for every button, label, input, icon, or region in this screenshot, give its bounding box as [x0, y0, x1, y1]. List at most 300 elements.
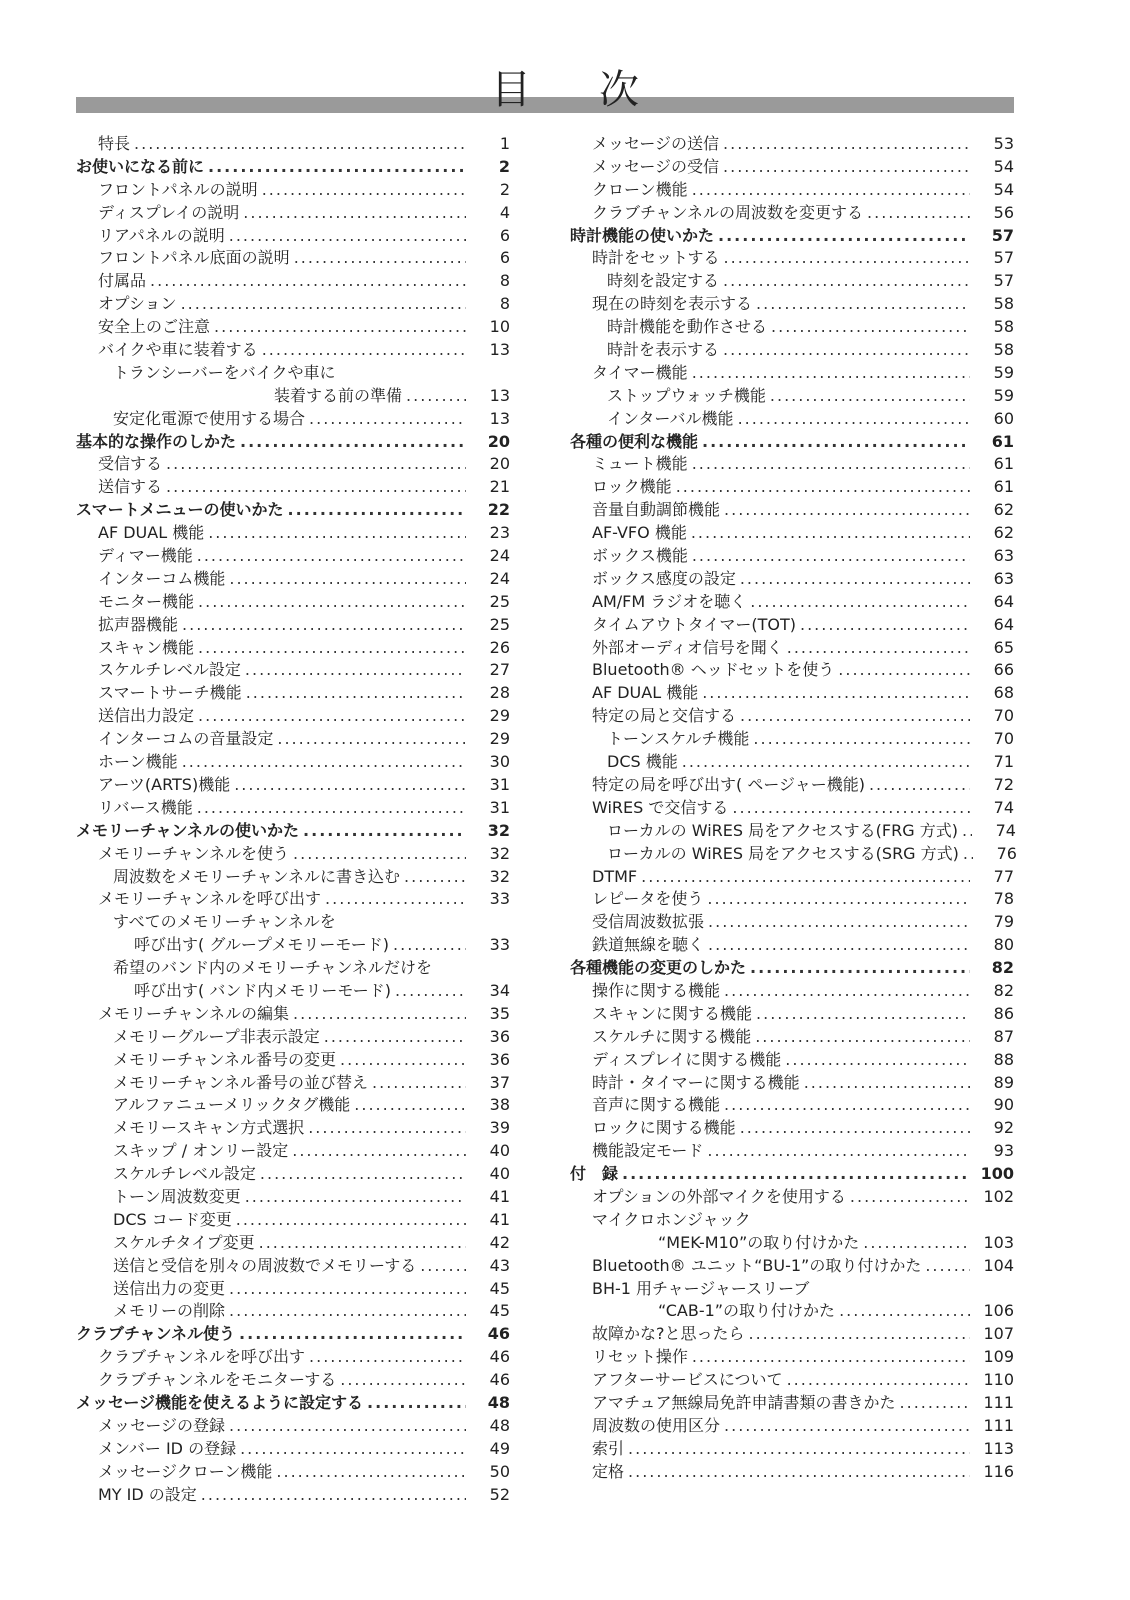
toc-leader-dots	[628, 1461, 970, 1484]
toc-entry	[76, 1186, 510, 1209]
toc-leader-dots	[723, 270, 970, 293]
toc-page-number: 61	[993, 454, 1014, 474]
toc-entry-label: AF DUAL 機能	[592, 683, 699, 703]
toc-leader-dots	[753, 728, 970, 751]
toc-entry	[570, 1026, 1014, 1049]
toc-page-number: 80	[993, 935, 1014, 955]
toc-entry	[570, 820, 1014, 843]
toc-leader-dots	[245, 1186, 466, 1209]
toc-entry-label: スケルチレベル設定	[113, 1164, 256, 1184]
toc-entry-label: バイクや車に装着する	[98, 340, 258, 360]
toc-entry-label: スキャン機能	[98, 637, 195, 657]
toc-leader-dots	[756, 293, 970, 316]
toc-entry-label: インターコム機能	[98, 568, 226, 588]
toc-entry-label: BH-1 用チャージャースリーブ	[592, 1278, 810, 1298]
toc-entry-label: オプションの外部マイクを使用する	[592, 1186, 846, 1206]
toc-page-number: 40	[489, 1141, 510, 1161]
toc-entry-label: 音声に関する機能	[592, 1095, 721, 1115]
toc-entry	[76, 270, 510, 293]
toc-entry	[76, 1255, 510, 1278]
toc-leader-dots	[702, 431, 970, 454]
toc-page-number: 41	[489, 1186, 510, 1206]
toc-entry	[76, 774, 510, 797]
toc-entry-label: ボックス感度の設定	[592, 568, 736, 588]
toc-entry-label: 鉄道無線を聴く	[592, 935, 705, 955]
toc-entry-label: 時計機能を動作させる	[607, 317, 768, 337]
toc-entry	[76, 133, 510, 156]
toc-leader-dots	[850, 1186, 970, 1209]
toc-entry	[570, 751, 1014, 774]
toc-entry	[76, 179, 510, 202]
toc-leader-dots	[182, 751, 466, 774]
toc-entry	[570, 1049, 1014, 1072]
toc-page-number: 54	[993, 156, 1014, 176]
toc-entry-label: クラブチャンネルを呼び出す	[98, 1347, 306, 1367]
toc-entry-label: ディスプレイの説明	[98, 202, 240, 222]
toc-entry-label: 送信出力の変更	[113, 1278, 226, 1298]
toc-page-number: 40	[489, 1164, 510, 1184]
toc-entry-label: インターコムの音量設定	[98, 729, 274, 749]
toc-leader-dots	[309, 408, 466, 431]
toc-page-number: 6	[499, 225, 510, 245]
toc-leader-dots	[863, 1232, 970, 1255]
toc-page-number: 109	[983, 1347, 1014, 1367]
toc-section-heading	[76, 156, 510, 179]
toc-entry	[570, 1369, 1014, 1392]
toc-entry	[76, 476, 510, 499]
toc-page-number: 2	[499, 179, 510, 199]
toc-entry	[76, 637, 510, 660]
toc-page-number: 37	[489, 1072, 510, 1092]
toc-leader-dots	[869, 774, 970, 797]
toc-leader-dots	[749, 1323, 971, 1346]
toc-leader-dots	[229, 1300, 466, 1323]
toc-entry	[570, 774, 1014, 797]
toc-leader-dots	[293, 1003, 466, 1026]
toc-page-number: 56	[993, 202, 1014, 222]
toc-page-number: 57	[993, 271, 1014, 291]
toc-entry-label: すべてのメモリーチャンネルを	[113, 912, 336, 932]
toc-entry-label: 送信する	[98, 477, 163, 497]
toc-entry	[76, 980, 510, 1003]
toc-entry-label: スキップ / オンリー設定	[113, 1141, 289, 1161]
toc-page-number: 57	[991, 225, 1014, 245]
toc-entry	[76, 1278, 510, 1301]
toc-entry-label: トーン周波数変更	[113, 1186, 241, 1206]
toc-leader-dots	[354, 1094, 466, 1117]
toc-entry-label: ホーン機能	[98, 752, 178, 772]
toc-entry	[76, 934, 510, 957]
toc-entry	[570, 1255, 1014, 1278]
toc-entry-label: 受信する	[98, 454, 163, 474]
toc-leader-dots	[628, 1438, 970, 1461]
toc-leader-dots	[243, 202, 466, 225]
toc-entry	[76, 728, 510, 751]
toc-page-number: 28	[489, 683, 510, 703]
toc-entry	[76, 293, 510, 316]
toc-page-number: 92	[993, 1118, 1014, 1138]
toc-leader-dots	[288, 499, 466, 522]
toc-leader-dots	[750, 591, 970, 614]
toc-page-number: 13	[489, 340, 510, 360]
toc-page-number: 32	[489, 843, 510, 863]
toc-entry-label: メモリースキャン方式選択	[113, 1118, 305, 1138]
toc-page-number: 68	[993, 683, 1014, 703]
toc-entry	[76, 225, 510, 248]
toc-entry	[76, 545, 510, 568]
toc-page-number: 42	[489, 1232, 510, 1252]
toc-entry-label: メモリーチャンネルを呼び出す	[98, 889, 322, 909]
toc-page-number: 88	[993, 1049, 1014, 1069]
toc-entry-label: 外部オーディオ信号を聞く	[592, 637, 783, 657]
toc-page-number: 54	[993, 179, 1014, 199]
toc-page-number: 63	[993, 546, 1014, 566]
toc-entry-label: 周波数をメモリーチャンネルに書き込む	[113, 866, 401, 886]
toc-leader-dots	[770, 385, 970, 408]
toc-entry	[76, 1003, 510, 1026]
toc-leader-dots	[740, 705, 970, 728]
toc-page-number: 24	[489, 568, 510, 588]
toc-entry-label: スケルチに関する機能	[592, 1026, 752, 1046]
toc-entry	[570, 1346, 1014, 1369]
toc-entry	[76, 385, 510, 408]
toc-entry-label: 特定の局を呼び出す( ページャー機能)	[592, 774, 865, 794]
toc-page-number: 45	[489, 1301, 510, 1321]
toc-entry-label: タイムアウトタイマー(TOT)	[592, 614, 796, 634]
toc-leader-dots	[756, 1003, 970, 1026]
toc-entry	[570, 156, 1014, 179]
toc-page-number: 45	[489, 1278, 510, 1298]
toc-entry	[76, 888, 510, 911]
toc-page-number: 8	[499, 294, 510, 314]
toc-entry-label: リアパネルの説明	[98, 225, 225, 245]
toc-page-number: 59	[993, 362, 1014, 382]
toc-leader-dots	[309, 1346, 466, 1369]
toc-page-number: 46	[489, 1370, 510, 1390]
toc-page-number: 29	[489, 729, 510, 749]
toc-entry-label: DCS 機能	[607, 752, 678, 772]
toc-entry-label: ロックに関する機能	[592, 1118, 736, 1138]
toc-entry-label: ロック機能	[592, 477, 672, 497]
page-title: 目 次	[491, 67, 653, 113]
toc-page-number: 61	[993, 477, 1014, 497]
toc-leader-dots	[962, 820, 972, 843]
toc-page-number: 111	[983, 1415, 1014, 1435]
toc-page-number: 89	[993, 1072, 1014, 1092]
toc-entry-label: タイマー機能	[592, 362, 688, 382]
toc-entry-label: メモリーチャンネル番号の変更	[113, 1049, 337, 1069]
toc-section-heading	[570, 957, 1014, 980]
toc-page-number: 82	[991, 958, 1014, 978]
toc-page-number: 25	[489, 591, 510, 611]
toc-entry	[570, 1094, 1014, 1117]
toc-entry	[570, 339, 1014, 362]
toc-leader-dots	[276, 1461, 466, 1484]
toc-leader-dots	[181, 293, 466, 316]
toc-entry-label: インターバル機能	[607, 408, 734, 428]
toc-entry	[570, 1278, 1014, 1301]
toc-leader-dots	[292, 1140, 466, 1163]
toc-entry-label: クローン機能	[592, 179, 688, 199]
toc-entry-label: 音量自動調節機能	[592, 500, 721, 520]
toc-leader-dots	[134, 133, 466, 156]
toc-entry	[76, 591, 510, 614]
toc-page-number: 48	[489, 1415, 510, 1435]
toc-entry	[570, 453, 1014, 476]
toc-page-number: 20	[487, 431, 510, 451]
toc-leader-dots	[303, 820, 466, 843]
toc-entry-label: お使いになる前に	[76, 156, 205, 176]
toc-entry-label: ミュート機能	[592, 454, 688, 474]
toc-page-number: 53	[993, 134, 1014, 153]
toc-leader-dots	[259, 1232, 466, 1255]
toc-entry-label: リバース機能	[98, 797, 193, 817]
toc-entry	[76, 1209, 510, 1232]
toc-entry-label: “CAB-1”の取り付けかた	[658, 1301, 836, 1321]
toc-entry	[76, 453, 510, 476]
toc-page-number: 20	[489, 454, 510, 474]
toc-leader-dots	[723, 339, 970, 362]
toc-entry-label: オプション	[98, 294, 177, 314]
toc-leader-dots	[692, 1346, 970, 1369]
toc-entry	[570, 705, 1014, 728]
toc-entry-label: モニター機能	[98, 591, 195, 611]
toc-leader-dots	[641, 866, 970, 889]
toc-entry	[570, 980, 1014, 1003]
toc-section-heading	[570, 431, 1014, 454]
toc-page-number: 72	[993, 774, 1014, 794]
toc-page-number: 58	[993, 294, 1014, 314]
toc-section-heading	[76, 820, 510, 843]
toc-entry-label: Bluetooth® ユニット“BU-1”の取り付けかた	[592, 1255, 922, 1275]
toc-entry-label: 呼び出す( バンド内メモリーモード)	[134, 980, 391, 1000]
toc-entry	[570, 843, 1017, 866]
toc-page-number: 66	[993, 660, 1014, 680]
toc-entry-label: 各種機能の変更のしかた	[570, 958, 747, 978]
toc-entry	[570, 1209, 1014, 1232]
toc-leader-dots	[692, 545, 970, 568]
toc-entry	[76, 522, 510, 545]
toc-entry-label: ディスプレイに関する機能	[592, 1049, 782, 1069]
toc-leader-dots	[277, 728, 466, 751]
toc-page-number: 70	[993, 729, 1014, 749]
toc-entry	[76, 1484, 510, 1507]
toc-page-number: 49	[489, 1438, 510, 1458]
toc-page-number: 1	[499, 134, 510, 153]
toc-entry	[76, 705, 510, 728]
toc-leader-dots	[324, 1026, 466, 1049]
toc-page-number: 79	[993, 912, 1014, 932]
toc-entry-label: メッセージの受信	[592, 156, 720, 176]
toc-page-number: 25	[489, 614, 510, 634]
toc-leader-dots	[692, 179, 970, 202]
toc-leader-dots	[150, 270, 466, 293]
toc-leader-dots	[395, 980, 466, 1003]
toc-leader-dots	[214, 316, 466, 339]
toc-entry	[570, 728, 1014, 751]
toc-entry-label: トーンスケルチ機能	[607, 729, 750, 749]
toc-leader-dots	[208, 156, 466, 179]
toc-entry	[570, 1300, 1014, 1323]
toc-page-number: 106	[983, 1301, 1014, 1321]
toc-page-number: 34	[489, 980, 510, 1000]
toc-entry	[570, 637, 1014, 660]
toc-leader-dots	[340, 1369, 466, 1392]
toc-entry	[76, 316, 510, 339]
toc-entry-label: 時計をセットする	[592, 248, 720, 268]
toc-entry	[76, 911, 510, 934]
toc-page-number: 52	[489, 1484, 510, 1504]
toc-entry-label: 送信出力設定	[98, 706, 195, 726]
toc-entry-label: トランシーバーをバイクや車に	[113, 362, 336, 382]
toc-entry	[570, 408, 1014, 431]
toc-entry-label: 時計機能の使いかた	[570, 225, 715, 245]
toc-leader-dots	[692, 453, 970, 476]
toc-entry-label: 特長	[98, 134, 131, 153]
toc-entry-label: メモリーチャンネルの使いかた	[76, 820, 300, 840]
toc-entry	[570, 545, 1014, 568]
toc-leader-dots	[839, 1300, 970, 1323]
toc-leader-dots	[293, 843, 466, 866]
toc-page-number: 43	[489, 1255, 510, 1275]
toc-entry-label: 付 録	[570, 1164, 619, 1184]
toc-leader-dots	[294, 247, 466, 270]
toc-entry-label: ローカルの WiRES 局をアクセスする(FRG 方式)	[607, 820, 958, 840]
toc-entry-label: メモリーチャンネルを使う	[98, 843, 290, 863]
toc-entry	[570, 888, 1014, 911]
toc-entry-label: アーツ(ARTS)機能	[98, 774, 231, 794]
toc-entry	[76, 1232, 510, 1255]
toc-entry-label: 操作に関する機能	[592, 980, 721, 1000]
toc-entry-label: クラブチャンネル使う	[76, 1324, 236, 1344]
toc-entry	[76, 247, 510, 270]
toc-entry-label: 送信と受信を別々の周波数でメモリーする	[113, 1255, 417, 1275]
toc-entry-label: DCS コード変更	[113, 1209, 232, 1229]
toc-leader-dots	[367, 1392, 466, 1415]
toc-leader-dots	[692, 362, 970, 385]
toc-entry	[570, 362, 1014, 385]
toc-leader-dots	[771, 316, 970, 339]
toc-entry-label: ローカルの WiRES 局をアクセスする(SRG 方式)	[607, 843, 959, 863]
toc-entry-label: 時刻を設定する	[607, 271, 720, 291]
toc-leader-dots	[262, 179, 466, 202]
toc-page-number: 10	[489, 317, 510, 337]
toc-entry-label: メンバー ID の登録	[98, 1438, 237, 1458]
toc-entry	[76, 339, 510, 362]
toc-entry	[570, 499, 1014, 522]
toc-entry	[76, 1072, 510, 1095]
toc-entry	[570, 1186, 1014, 1209]
toc-entry	[570, 1461, 1014, 1484]
toc-leader-dots	[682, 751, 970, 774]
toc-entry	[76, 1163, 510, 1186]
toc-page-number: 82	[993, 980, 1014, 1000]
toc-entry	[570, 247, 1014, 270]
toc-leader-dots	[925, 1255, 970, 1278]
toc-entry-label: スケルチタイプ変更	[113, 1232, 255, 1252]
toc-entry-label: アマチュア無線局免許申請書類の書きかた	[592, 1392, 896, 1412]
toc-entry-label: AF-VFO 機能	[592, 523, 687, 543]
toc-entry-label: メモリーチャンネルの編集	[98, 1003, 290, 1023]
toc-entry-label: WiRES で交信する	[592, 797, 729, 817]
toc-entry	[570, 659, 1014, 682]
toc-page-number: 2	[498, 156, 510, 176]
toc-entry	[570, 1072, 1014, 1095]
toc-page-number: 102	[983, 1186, 1014, 1206]
toc-page-number: 38	[489, 1095, 510, 1115]
toc-page-number: 33	[489, 935, 510, 955]
toc-entry-label: メッセージの送信	[592, 134, 720, 153]
toc-page-number: 111	[983, 1392, 1014, 1412]
toc-entry-label: 受信周波数拡張	[592, 912, 705, 932]
toc-section-heading	[76, 499, 510, 522]
toc-leader-dots	[702, 682, 970, 705]
toc-entry	[570, 293, 1014, 316]
toc-page-number: 103	[983, 1232, 1014, 1252]
toc-page-number: 74	[995, 820, 1016, 840]
toc-entry	[76, 1461, 510, 1484]
toc-page-number: 4	[499, 202, 510, 222]
toc-entry	[570, 797, 1014, 820]
toc-entry-label: 付属品	[98, 271, 147, 291]
toc-page-number: 27	[489, 660, 510, 680]
toc-leader-dots	[308, 1117, 466, 1140]
toc-page-number: 41	[489, 1209, 510, 1229]
toc-page-number: 64	[993, 591, 1014, 611]
toc-entry	[570, 316, 1014, 339]
toc-leader-dots	[750, 957, 970, 980]
toc-entry	[570, 1392, 1014, 1415]
toc-entry-label: 索引	[592, 1438, 625, 1458]
toc-entry-label: クラブチャンネルをモニターする	[98, 1370, 337, 1390]
toc-leader-dots	[900, 1392, 970, 1415]
toc-entry	[76, 797, 510, 820]
toc-page-number: 110	[983, 1370, 1014, 1390]
toc-leader-dots	[738, 408, 970, 431]
toc-entry	[570, 1003, 1014, 1026]
toc-page-number: 70	[993, 706, 1014, 726]
toc-leader-dots	[340, 1049, 466, 1072]
toc-entry	[570, 866, 1014, 889]
toc-entry-label: メモリーの削除	[113, 1301, 226, 1321]
toc-leader-dots	[732, 797, 970, 820]
toc-page-number: 76	[996, 843, 1017, 863]
toc-page-number: 87	[993, 1026, 1014, 1046]
toc-page-number: 62	[993, 500, 1014, 520]
toc-entry	[76, 751, 510, 774]
toc-page-number: 57	[993, 248, 1014, 268]
toc-leader-dots	[166, 453, 466, 476]
toc-entry-label: “MEK-M10”の取り付けかた	[658, 1232, 860, 1252]
toc-section-heading	[76, 431, 510, 454]
toc-entry	[570, 1415, 1014, 1438]
toc-entry-label: 特定の局と交信する	[592, 706, 737, 726]
toc-leader-dots	[708, 911, 970, 934]
toc-leader-dots	[325, 888, 466, 911]
toc-leader-dots	[708, 934, 970, 957]
toc-entry	[76, 568, 510, 591]
toc-entry-label: フロントパネルの説明	[98, 179, 258, 199]
toc-page-number: 77	[993, 866, 1014, 886]
toc-entry-label: 機能設定モード	[592, 1141, 704, 1161]
toc-entry-label: メッセージの登録	[98, 1415, 226, 1435]
toc-leader-dots	[229, 568, 466, 591]
toc-section-heading	[570, 225, 1014, 248]
toc-entry	[570, 1323, 1014, 1346]
toc-leader-dots	[963, 843, 973, 866]
toc-entry	[76, 1438, 510, 1461]
toc-entry	[570, 270, 1014, 293]
